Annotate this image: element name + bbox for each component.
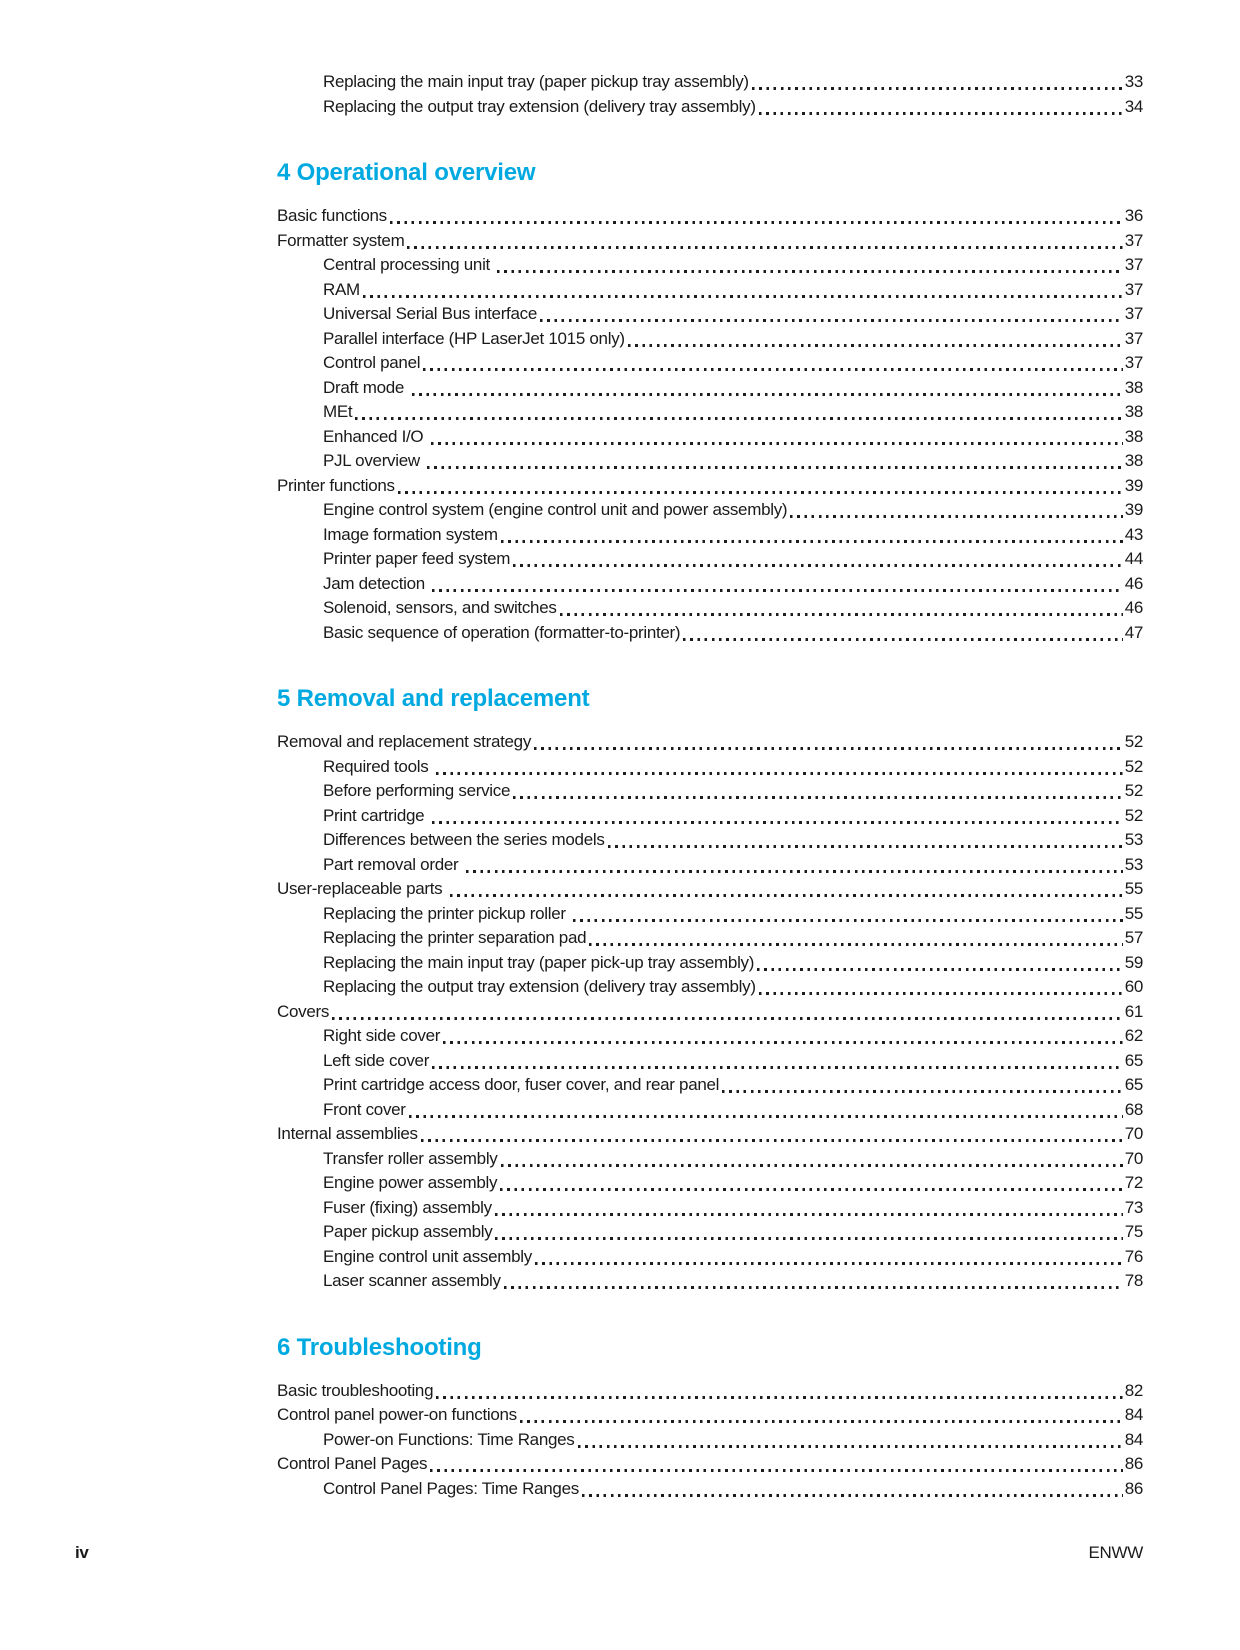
toc-entry-page-number: 68 — [1124, 1099, 1143, 1119]
toc-entry-page-number: 61 — [1124, 1001, 1143, 1021]
dot-leader — [757, 968, 1123, 971]
page-footer — [75, 1543, 1143, 1563]
toc-entry[interactable] — [277, 425, 1143, 450]
toc-entry-title: Replacing the printer pickup roller — [323, 903, 571, 923]
toc-entry-title: Internal assemblies — [277, 1124, 418, 1143]
toc-continued-entries — [277, 70, 1143, 119]
toc-entry-title: Draft mode — [323, 377, 409, 397]
toc-entry-title: Engine control system (engine control unit and power assembly) — [323, 500, 788, 519]
toc-entry-page-number: 65 — [1124, 1075, 1143, 1094]
toc-entry-page-number: 39 — [1124, 475, 1143, 495]
dot-leader — [421, 1139, 1123, 1142]
toc-entry[interactable] — [277, 779, 1143, 804]
toc-section-heading: 5 Removal and replacement — [277, 685, 590, 712]
toc-entry[interactable] — [277, 1428, 1143, 1453]
toc-entry-title: Replacing the output tray extension (delivery tray assembly) — [323, 977, 756, 996]
toc-entry-page-number: 70 — [1124, 1148, 1143, 1168]
dot-leader — [540, 319, 1123, 322]
toc-entry-page-number: 84 — [1124, 1429, 1143, 1449]
toc-sections — [277, 158, 1143, 1501]
toc-entry-page-number: 43 — [1124, 524, 1143, 544]
toc-entry-title: Universal Serial Bus interface — [323, 304, 537, 323]
toc-entry-page-number: 36 — [1124, 206, 1143, 225]
toc-entry[interactable] — [277, 1196, 1143, 1221]
toc-section — [277, 1333, 1143, 1502]
dot-leader — [722, 1090, 1123, 1093]
toc-entry-title: Print cartridge access door, fuser cover, and rear panel — [323, 1075, 720, 1094]
toc-entry[interactable] — [277, 804, 1143, 829]
dot-leader — [752, 87, 1123, 90]
dot-leader — [432, 821, 1123, 824]
toc-entry-title: MEt — [323, 402, 353, 421]
toc-entry-title: User-replaceable parts — [277, 879, 447, 898]
toc-entry[interactable] — [277, 498, 1143, 523]
toc-entry-title: Solenoid, sensors, and switches — [323, 598, 557, 617]
toc-entry-title: Control panel — [323, 353, 421, 372]
toc-entry[interactable] — [277, 327, 1143, 352]
toc-entry[interactable] — [277, 621, 1143, 646]
dot-leader — [589, 943, 1122, 946]
toc-entry[interactable] — [277, 204, 1143, 229]
toc-entry[interactable] — [277, 1452, 1143, 1477]
toc-entry-title: Differences between the series models — [323, 830, 605, 849]
toc-entry-page-number: 82 — [1124, 1380, 1143, 1400]
page-number-footer: iv — [75, 1543, 89, 1562]
dot-leader — [431, 442, 1123, 445]
dot-leader — [332, 1017, 1123, 1020]
toc-entry-title: Basic troubleshooting — [277, 1380, 434, 1400]
dot-leader — [436, 1396, 1122, 1399]
toc-entry-page-number: 60 — [1124, 977, 1143, 996]
dot-leader — [436, 772, 1123, 775]
toc-entry[interactable] — [277, 449, 1143, 474]
toc-entry[interactable] — [277, 351, 1143, 376]
toc-entry[interactable] — [277, 1220, 1143, 1245]
dot-leader — [513, 796, 1123, 799]
dot-leader — [513, 564, 1123, 567]
dot-leader — [582, 1494, 1123, 1497]
toc-entry[interactable] — [277, 1122, 1143, 1147]
toc-entry-page-number: 86 — [1124, 1478, 1143, 1498]
dot-leader — [560, 613, 1123, 616]
dot-leader — [427, 466, 1122, 469]
dot-leader — [608, 845, 1123, 848]
toc-entry-page-number: 59 — [1124, 952, 1143, 972]
dot-leader — [407, 246, 1122, 249]
toc-entry[interactable] — [277, 1171, 1143, 1196]
dot-leader — [501, 1164, 1123, 1167]
toc-entry-page-number: 47 — [1124, 622, 1143, 642]
toc-entry-page-number: 38 — [1124, 451, 1143, 470]
toc-entry[interactable] — [277, 951, 1143, 976]
toc-entry-title: Image formation system — [323, 524, 498, 544]
toc-entry[interactable] — [277, 229, 1143, 254]
toc-entry-page-number: 57 — [1124, 928, 1143, 947]
table-of-contents — [277, 70, 1143, 1501]
dot-leader — [497, 270, 1122, 273]
toc-entry-page-number: 37 — [1124, 328, 1143, 348]
toc-entry[interactable] — [277, 975, 1143, 1000]
toc-entry-page-number: 38 — [1124, 426, 1143, 446]
toc-entry-page-number: 44 — [1124, 549, 1143, 568]
toc-section — [277, 158, 1143, 645]
toc-entry-title: Right side cover — [323, 1026, 441, 1045]
toc-section-entries — [277, 1379, 1143, 1502]
toc-entry-title: Formatter system — [277, 230, 405, 250]
toc-entry-page-number: 37 — [1124, 230, 1143, 250]
toc-entry[interactable] — [277, 572, 1143, 597]
toc-entry-title: Engine power assembly — [323, 1173, 498, 1192]
toc-entry[interactable] — [277, 902, 1143, 927]
dot-leader — [495, 1213, 1123, 1216]
toc-entry-title: Part removal order — [323, 854, 463, 874]
toc-section-entries — [277, 730, 1143, 1294]
dot-leader — [683, 638, 1122, 641]
toc-entry[interactable] — [277, 853, 1143, 878]
toc-entry-page-number: 52 — [1124, 756, 1143, 776]
toc-entry-page-number: 62 — [1124, 1026, 1143, 1045]
toc-entry-page-number: 86 — [1124, 1454, 1143, 1473]
toc-entry-title: RAM — [323, 279, 360, 299]
toc-entry-page-number: 37 — [1124, 279, 1143, 299]
dot-leader — [432, 589, 1122, 592]
toc-section-heading: 4 Operational overview — [277, 159, 536, 186]
toc-entry-page-number: 52 — [1124, 732, 1143, 751]
toc-entry[interactable] — [277, 877, 1143, 902]
toc-entry-title: Printer functions — [277, 475, 395, 495]
toc-entry-title: Central processing unit — [323, 255, 495, 274]
dot-leader — [412, 393, 1123, 396]
toc-entry-page-number: 37 — [1124, 304, 1143, 323]
toc-entry-title: Paper pickup assembly — [323, 1222, 493, 1241]
toc-entry-title: Power-on Functions: Time Ranges — [323, 1429, 575, 1449]
toc-section-entries — [277, 204, 1143, 645]
dot-leader — [432, 1066, 1123, 1069]
toc-entry-title: Replacing the printer separation pad — [323, 928, 587, 947]
toc-entry-page-number: 39 — [1124, 500, 1143, 519]
dot-leader — [578, 1445, 1123, 1448]
toc-entry-title: Removal and replacement strategy — [277, 732, 532, 751]
toc-entry-page-number: 38 — [1124, 377, 1143, 397]
toc-entry[interactable] — [277, 474, 1143, 499]
toc-entry-title: Control Panel Pages — [277, 1454, 428, 1473]
toc-entry[interactable] — [277, 547, 1143, 572]
toc-entry-page-number: 73 — [1124, 1197, 1143, 1217]
dot-leader — [790, 515, 1122, 518]
toc-entry-title: Replacing the output tray extension (delivery tray assembly) — [323, 96, 756, 116]
toc-entry-title: Basic functions — [277, 206, 387, 225]
toc-entry-title: Front cover — [323, 1099, 406, 1119]
toc-entry[interactable] — [277, 1147, 1143, 1172]
toc-entry[interactable] — [277, 1049, 1143, 1074]
toc-entry-page-number: 75 — [1124, 1222, 1143, 1241]
toc-entry-title: Required tools — [323, 756, 433, 776]
dot-leader — [759, 992, 1123, 995]
toc-entry[interactable] — [277, 1245, 1143, 1270]
toc-entry[interactable] — [277, 755, 1143, 780]
toc-entry-page-number: 84 — [1124, 1405, 1143, 1424]
toc-entry-title: Left side cover — [323, 1050, 430, 1070]
dot-leader — [430, 1469, 1122, 1472]
toc-entry-page-number: 52 — [1124, 805, 1143, 825]
toc-entry[interactable] — [277, 523, 1143, 548]
dot-leader — [504, 1286, 1123, 1289]
toc-entry-title: Replacing the main input tray (paper pick-up tray assembly) — [323, 952, 755, 972]
toc-entry-title: Control Panel Pages: Time Ranges — [323, 1478, 579, 1498]
toc-entry[interactable] — [277, 302, 1143, 327]
toc-entry-title: Replacing the main input tray (paper pickup tray assembly) — [323, 72, 749, 91]
toc-entry-page-number: 72 — [1124, 1173, 1143, 1192]
toc-entry[interactable] — [277, 596, 1143, 621]
toc-entry-page-number: 37 — [1124, 255, 1143, 274]
dot-leader — [628, 344, 1123, 347]
toc-entry-title: Basic sequence of operation (formatter-to-printer) — [323, 622, 681, 642]
dot-leader — [423, 368, 1122, 371]
toc-entry[interactable] — [277, 1379, 1143, 1404]
toc-entry[interactable] — [277, 95, 1143, 120]
dot-leader — [363, 295, 1123, 298]
toc-entry-page-number: 55 — [1124, 903, 1143, 923]
toc-entry-page-number: 46 — [1124, 573, 1143, 593]
toc-entry-title: Engine control unit assembly — [323, 1246, 532, 1266]
toc-entry-page-number: 33 — [1124, 72, 1143, 91]
toc-entry[interactable] — [277, 1403, 1143, 1428]
dot-leader — [500, 1188, 1123, 1191]
dot-leader — [409, 1115, 1123, 1118]
toc-entry[interactable] — [277, 730, 1143, 755]
toc-entry-page-number: 76 — [1124, 1246, 1143, 1266]
toc-entry-title: PJL overview — [323, 451, 425, 470]
toc-entry-page-number: 78 — [1124, 1271, 1143, 1290]
toc-section — [277, 684, 1143, 1294]
toc-entry-title: Enhanced I/O — [323, 426, 428, 446]
toc-entry[interactable] — [277, 828, 1143, 853]
toc-entry-page-number: 38 — [1124, 402, 1143, 421]
toc-entry-page-number: 55 — [1124, 879, 1143, 898]
toc-entry-page-number: 70 — [1124, 1124, 1143, 1143]
dot-leader — [398, 491, 1123, 494]
toc-entry-title: Printer paper feed system — [323, 549, 511, 568]
toc-entry[interactable] — [277, 278, 1143, 303]
toc-section-heading: 6 Troubleshooting — [277, 1333, 482, 1361]
toc-entry[interactable] — [277, 1098, 1143, 1123]
toc-entry[interactable] — [277, 1477, 1143, 1502]
toc-entry[interactable] — [277, 1073, 1143, 1098]
dot-leader — [466, 870, 1123, 873]
toc-entry-page-number: 53 — [1124, 830, 1143, 849]
toc-entry-title: Parallel interface (HP LaserJet 1015 only) — [323, 328, 625, 348]
toc-entry-title: Transfer roller assembly — [323, 1148, 498, 1168]
toc-entry-title: Jam detection — [323, 573, 430, 593]
toc-entry[interactable] — [277, 376, 1143, 401]
dot-leader — [573, 919, 1123, 922]
dot-leader — [535, 1262, 1123, 1265]
dot-leader — [520, 1420, 1123, 1423]
toc-entry-title: Covers — [277, 1001, 330, 1021]
dot-leader — [759, 112, 1123, 115]
toc-entry-title: Fuser (fixing) assembly — [323, 1197, 492, 1217]
toc-entry-page-number: 65 — [1124, 1050, 1143, 1070]
document-code-footer: ENWW — [1088, 1543, 1143, 1562]
toc-entry-page-number: 34 — [1124, 96, 1143, 116]
toc-entry[interactable] — [277, 1000, 1143, 1025]
toc-entry-title: Control panel power-on functions — [277, 1405, 517, 1424]
toc-entry[interactable] — [277, 1269, 1143, 1294]
dot-leader — [390, 221, 1123, 224]
toc-entry-page-number: 53 — [1124, 854, 1143, 874]
toc-entry-page-number: 52 — [1124, 781, 1143, 800]
toc-entry-page-number: 46 — [1124, 598, 1143, 617]
toc-entry-page-number: 37 — [1124, 353, 1143, 372]
toc-entry-title: Laser scanner assembly — [323, 1271, 501, 1290]
toc-entry[interactable] — [277, 400, 1143, 425]
toc-entry[interactable] — [277, 926, 1143, 951]
dot-leader — [355, 417, 1122, 420]
toc-entry-title: Before performing service — [323, 781, 511, 800]
dot-leader — [450, 894, 1123, 897]
dot-leader — [495, 1237, 1122, 1240]
toc-entry[interactable] — [277, 1024, 1143, 1049]
toc-entry-title: Print cartridge — [323, 805, 429, 825]
dot-leader — [443, 1041, 1123, 1044]
toc-entry[interactable] — [277, 70, 1143, 95]
dot-leader — [501, 540, 1123, 543]
dot-leader — [534, 747, 1123, 750]
toc-entry[interactable] — [277, 253, 1143, 278]
